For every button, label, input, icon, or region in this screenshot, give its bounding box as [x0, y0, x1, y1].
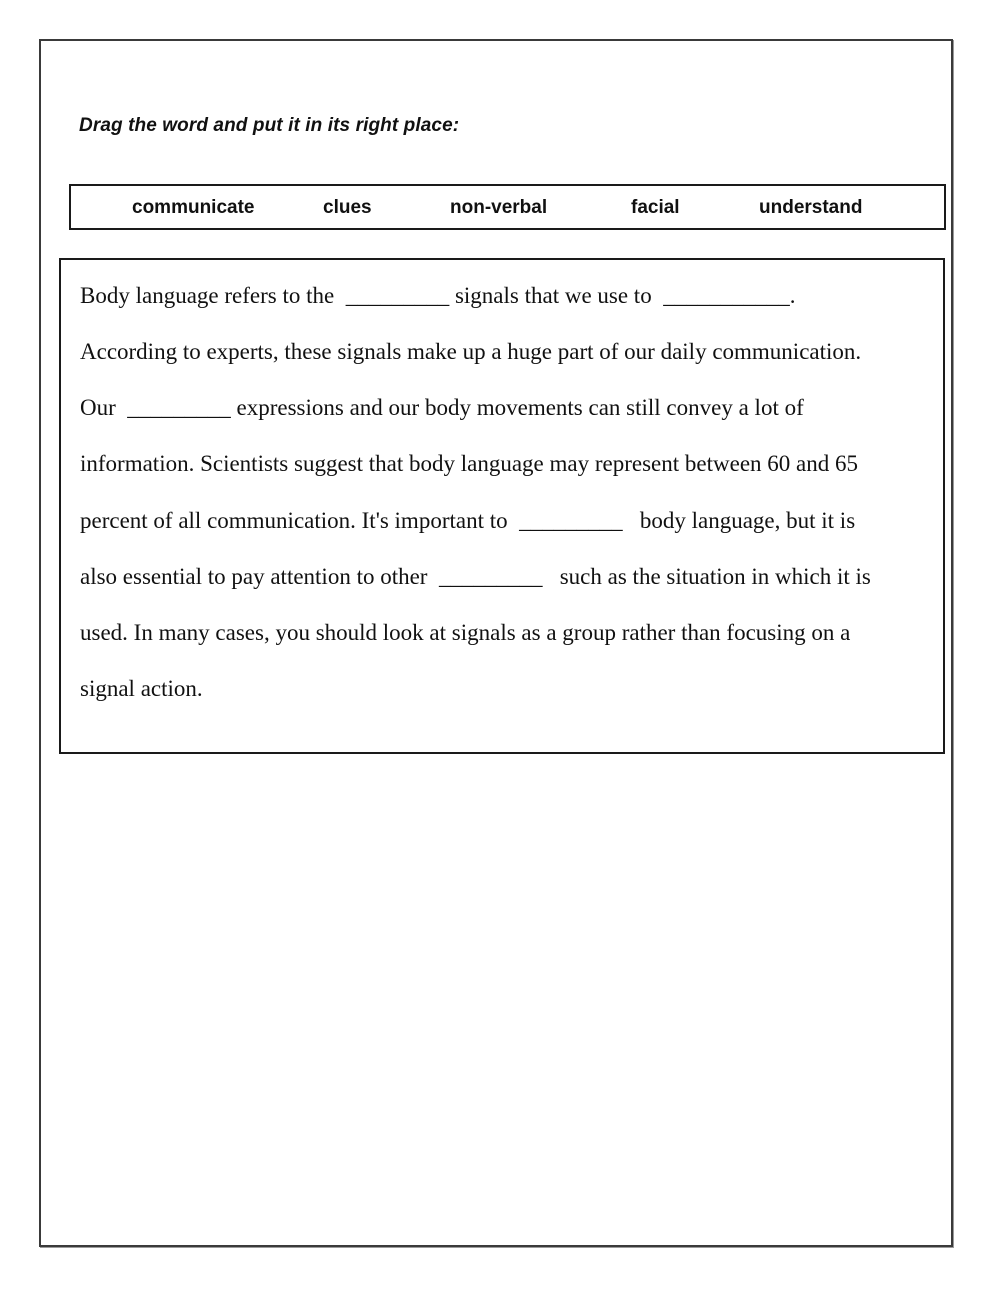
- passage-text: expressions and our body movements can still convey a lot of: [230, 395, 804, 420]
- passage-text: signals that we use to: [449, 283, 658, 308]
- passage-text: also essential to pay attention to other: [80, 564, 434, 589]
- drop-blank-2[interactable]: ___________: [663, 283, 790, 308]
- passage-text: such as the situation in which it is: [553, 564, 871, 589]
- passage-text: Body language refers to the: [80, 283, 340, 308]
- word-chip-clues[interactable]: clues: [323, 197, 372, 218]
- word-chip-understand[interactable]: understand: [759, 197, 863, 218]
- word-chip-communicate[interactable]: communicate: [132, 197, 255, 218]
- word-chip-non-verbal[interactable]: non-verbal: [450, 197, 548, 218]
- passage-box: [59, 258, 945, 754]
- passage-line: information. Scientists suggest that body language may represent between 60 and 65: [80, 451, 858, 476]
- passage-line: [80, 509, 855, 532]
- passage-line: used. In many cases, you should look at signals as a group rather than focusing on a: [80, 620, 851, 645]
- instruction-text: Drag the word and put it in its right place:: [79, 115, 460, 136]
- passage-text: .: [789, 283, 796, 308]
- passage-text: body language, but it is: [634, 508, 856, 533]
- passage-line: [80, 284, 795, 307]
- drop-blank-5[interactable]: _________: [438, 564, 543, 589]
- passage-line: signal action.: [80, 676, 203, 701]
- passage-text: percent of all communication. It's important to: [80, 508, 514, 533]
- drop-blank-1[interactable]: _________: [345, 283, 450, 308]
- passage-line: [80, 396, 804, 419]
- drop-blank-3[interactable]: _________: [127, 395, 231, 420]
- passage-text: Our: [80, 395, 122, 420]
- drop-blank-4[interactable]: _________: [519, 508, 623, 533]
- word-bank: [69, 184, 946, 230]
- passage-line: According to experts, these signals make up a huge part of our daily communication.: [80, 339, 862, 364]
- word-chip-facial[interactable]: facial: [631, 197, 680, 218]
- passage-line: [80, 565, 871, 588]
